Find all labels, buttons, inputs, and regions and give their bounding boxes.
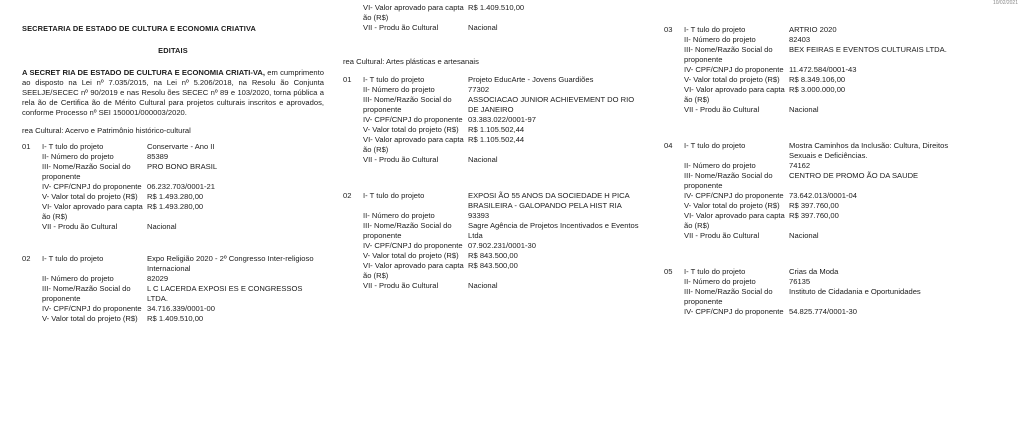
field-label: I- T tulo do projeto [684, 267, 746, 276]
entry-number: 01 [22, 142, 31, 151]
field-value: Nacional [147, 222, 177, 231]
field-row [684, 45, 974, 65]
field-label: II- Número do projeto [363, 211, 435, 220]
field-row [42, 222, 324, 232]
field-label: V- Valor total do projeto (R$) [42, 314, 138, 323]
field-label: III- Nome/Razão Social do proponente [684, 171, 773, 190]
field-label: VII - Produ ão Cultural [363, 155, 439, 164]
field-label: IV- CPF/CNPJ do proponente [684, 307, 784, 316]
field-value: 11.472.584/0001-43 [789, 65, 857, 74]
field-value: Nacional [789, 105, 819, 114]
field-row [42, 254, 324, 274]
field-row [42, 182, 324, 192]
entry-fields [684, 267, 974, 317]
entry-fields [363, 3, 645, 33]
field-row [42, 142, 324, 152]
entry-fields [684, 141, 974, 241]
field-label: VI- Valor aprovado para capta ão (R$) [684, 211, 785, 230]
field-row [363, 191, 645, 211]
field-label: II- Número do projeto [684, 277, 756, 286]
field-label: V- Valor total do projeto (R$) [684, 75, 780, 84]
field-label: VI- Valor aprovado para capta ão (R$) [684, 85, 785, 104]
field-value: Nacional [468, 23, 498, 32]
field-row [42, 304, 324, 314]
field-row [42, 152, 324, 162]
field-label: VII - Produ ão Cultural [363, 281, 439, 290]
project-entry-c3-03 [664, 25, 974, 115]
field-label: I- T tulo do projeto [363, 75, 425, 84]
field-label: VII - Produ ão Cultural [684, 231, 760, 240]
field-label: VI- Valor aprovado para capta ão (R$) [363, 135, 464, 154]
field-label: V- Valor total do projeto (R$) [684, 201, 780, 210]
field-value: 85389 [147, 152, 169, 161]
entry-number: 02 [343, 191, 352, 200]
field-value: R$ 1.409.510,00 [468, 3, 525, 12]
field-row [42, 274, 324, 284]
field-label: II- Número do projeto [684, 161, 756, 170]
field-value: 93393 [468, 211, 490, 220]
field-value: Instituto de Cidadania e Oportunidades [789, 287, 921, 296]
field-label: VI- Valor aprovado para capta ão (R$) [363, 261, 464, 280]
field-value: 06.232.703/0001-21 [147, 182, 215, 191]
entry-fields [363, 75, 645, 165]
field-value: 76135 [789, 277, 811, 286]
field-label: III- Nome/Razão Social do proponente [42, 284, 131, 303]
field-value: 03.383.022/0001-97 [468, 115, 536, 124]
field-value: PRO BONO BRASIL [147, 162, 218, 171]
field-row [684, 141, 974, 161]
field-row [42, 162, 324, 182]
field-label: II- Número do projeto [42, 274, 114, 283]
field-row [363, 23, 645, 33]
field-row [363, 155, 645, 165]
field-value: 77302 [468, 85, 490, 94]
field-row [363, 115, 645, 125]
field-label: II- Número do projeto [42, 152, 114, 161]
field-row [684, 25, 974, 35]
field-label: IV- CPF/CNPJ do proponente [363, 241, 463, 250]
intro-bold-lead: A SECRET RIA DE ESTADO DE CULTURA E ECONOMIA CRIATI-VA, [22, 68, 266, 77]
field-row [42, 284, 324, 304]
field-label: II- Número do projeto [363, 85, 435, 94]
field-row [363, 95, 645, 115]
field-value: Sagre Agência de Projetos Incentivados e Eventos Ltda [468, 221, 639, 240]
field-row [363, 281, 645, 291]
field-value: Crias da Moda [789, 267, 839, 276]
column-2 [343, 0, 645, 291]
entry-fields [363, 191, 645, 291]
field-label: III- Nome/Razão Social do proponente [684, 45, 773, 64]
field-row [684, 65, 974, 75]
field-value: CENTRO DE PROMO ÃO DA SAUDE [789, 171, 919, 180]
project-entry-c3-05 [664, 267, 974, 317]
field-label: V- Valor total do projeto (R$) [363, 125, 459, 134]
field-row [684, 231, 974, 241]
field-value: Nacional [468, 155, 498, 164]
field-value: EXPOSI ÃO 55 ANOS DA SOCIEDADE H PICA BRASILEIRA - GALOPANDO PELA HIST RIA [468, 191, 630, 210]
entry-number: 03 [664, 25, 673, 34]
field-value: 74162 [789, 161, 811, 170]
field-label: V- Valor total do projeto (R$) [42, 192, 138, 201]
intro-body: em cumprimento ao disposto na Lei nº 7.035/2015, na Lei nº 5.206/2018, na Resolu ão Conjunta SEELJE/SECEC nº 90/2019 e nas Resolu ões SECEC nº 89 e 103/2020, torna pública a rela ão de Certifica ão de Mérito Cultural para projetos culturais inscritos e aprovados, conforme Processo nº SEI 150001/000003/2020. [22, 68, 324, 117]
field-label: I- T tulo do projeto [42, 142, 104, 151]
field-label: IV- CPF/CNPJ do proponente [363, 115, 463, 124]
entry-fields [684, 25, 974, 115]
field-row [684, 267, 974, 277]
field-label: I- T tulo do projeto [684, 25, 746, 34]
field-row [363, 211, 645, 221]
entry-number: 04 [664, 141, 673, 150]
field-label: I- T tulo do projeto [684, 141, 746, 150]
field-row [684, 201, 974, 211]
project-entry-c3-04 [664, 141, 974, 241]
field-row [684, 211, 974, 231]
field-value: R$ 1.409.510,00 [147, 314, 204, 323]
field-value: ARTRIO 2020 [789, 25, 837, 34]
field-value: R$ 8.349.106,00 [789, 75, 846, 84]
column-3 [664, 0, 974, 317]
corner-date-mark: 10/02/2021 [992, 0, 1018, 6]
field-row [684, 85, 974, 105]
field-row [684, 191, 974, 201]
project-entry-c1-02 [22, 254, 324, 324]
field-label: VII - Produ ão Cultural [363, 23, 439, 32]
field-value: 73.642.013/0001-04 [789, 191, 857, 200]
field-label: II- Número do projeto [684, 35, 756, 44]
section-title: EDITAIS [158, 46, 188, 55]
field-label: IV- CPF/CNPJ do proponente [684, 65, 784, 74]
cultural-area-heading: rea Cultural: Artes plásticas e artesanais [343, 57, 479, 66]
field-label: III- Nome/Razão Social do proponente [363, 95, 452, 114]
project-entry-c2-02 [343, 191, 645, 291]
field-value: R$ 397.760,00 [789, 211, 839, 220]
field-value: 07.902.231/0001-30 [468, 241, 536, 250]
intro-paragraph [22, 68, 324, 118]
field-row [684, 171, 974, 191]
field-row [684, 277, 974, 287]
field-row [684, 105, 974, 115]
entry-fields [42, 254, 324, 324]
field-value: Nacional [468, 281, 498, 290]
field-row [42, 202, 324, 222]
field-value: L C LACERDA EXPOSI ES E CONGRESSOS LTDA. [147, 284, 303, 303]
field-value: Nacional [789, 231, 819, 240]
field-value: Conservarte - Ano II [147, 142, 215, 151]
field-row [42, 314, 324, 324]
field-value: 34.716.339/0001-00 [147, 304, 215, 313]
department-header: SECRETARIA DE ESTADO DE CULTURA E ECONOMIA CRIATIVA [22, 24, 257, 33]
field-row [684, 307, 974, 317]
field-value: BEX FEIRAS E EVENTOS CULTURAIS LTDA. [789, 45, 947, 54]
field-value: R$ 1.493.280,00 [147, 202, 204, 211]
field-label: VII - Produ ão Cultural [684, 105, 760, 114]
entry-number: 05 [664, 267, 673, 276]
field-row [363, 261, 645, 281]
field-label: I- T tulo do projeto [363, 191, 425, 200]
cultural-area-heading: rea Cultural: Acervo e Patrimônio histórico-cultural [22, 126, 191, 135]
field-label: VII - Produ ão Cultural [42, 222, 118, 231]
continued-entry [343, 3, 645, 33]
field-label: III- Nome/Razão Social do proponente [42, 162, 131, 181]
field-value: R$ 843.500,00 [468, 261, 518, 270]
field-label: IV- CPF/CNPJ do proponente [42, 182, 142, 191]
field-value: R$ 1.493.280,00 [147, 192, 204, 201]
field-value: R$ 397.760,00 [789, 201, 839, 210]
field-label: VI- Valor aprovado para capta ão (R$) [363, 3, 464, 22]
field-row [363, 3, 645, 23]
field-value: 82029 [147, 274, 169, 283]
field-row [363, 241, 645, 251]
field-row [363, 125, 645, 135]
field-value: ASSOCIACAO JUNIOR ACHIEVEMENT DO RIO DE JANEIRO [468, 95, 635, 114]
field-value: 54.825.774/0001-30 [789, 307, 857, 316]
entry-fields [42, 142, 324, 232]
field-label: V- Valor total do projeto (R$) [363, 251, 459, 260]
field-row [684, 35, 974, 45]
field-value: R$ 3.000.000,00 [789, 85, 846, 94]
field-label: IV- CPF/CNPJ do proponente [684, 191, 784, 200]
field-row [684, 287, 974, 307]
field-label: III- Nome/Razão Social do proponente [684, 287, 773, 306]
field-row [363, 221, 645, 241]
field-label: I- T tulo do projeto [42, 254, 104, 263]
field-value: Expo Religião 2020 - 2º Congresso Inter-religioso Internacional [147, 254, 314, 273]
field-row [363, 75, 645, 85]
field-row [684, 161, 974, 171]
field-value: Mostra Caminhos da Inclusão: Cultura, Direitos Sexuais e Deficiências. [789, 141, 949, 160]
entry-number: 02 [22, 254, 31, 263]
field-label: VI- Valor aprovado para capta ão (R$) [42, 202, 143, 221]
project-entry-c2-01 [343, 75, 645, 165]
field-row [684, 75, 974, 85]
field-label: III- Nome/Razão Social do proponente [363, 221, 452, 240]
field-value: R$ 1.105.502,44 [468, 125, 525, 134]
field-row [363, 135, 645, 155]
field-value: R$ 843.500,00 [468, 251, 518, 260]
entry-number: 01 [343, 75, 352, 84]
field-value: Projeto EducArte - Jovens Guardiões [468, 75, 594, 84]
field-row [42, 192, 324, 202]
field-row [363, 85, 645, 95]
field-value: R$ 1.105.502,44 [468, 135, 525, 144]
column-1 [22, 0, 324, 324]
project-entry-c1-01 [22, 142, 324, 232]
field-value: 82403 [789, 35, 811, 44]
field-label: IV- CPF/CNPJ do proponente [42, 304, 142, 313]
field-row [363, 251, 645, 261]
